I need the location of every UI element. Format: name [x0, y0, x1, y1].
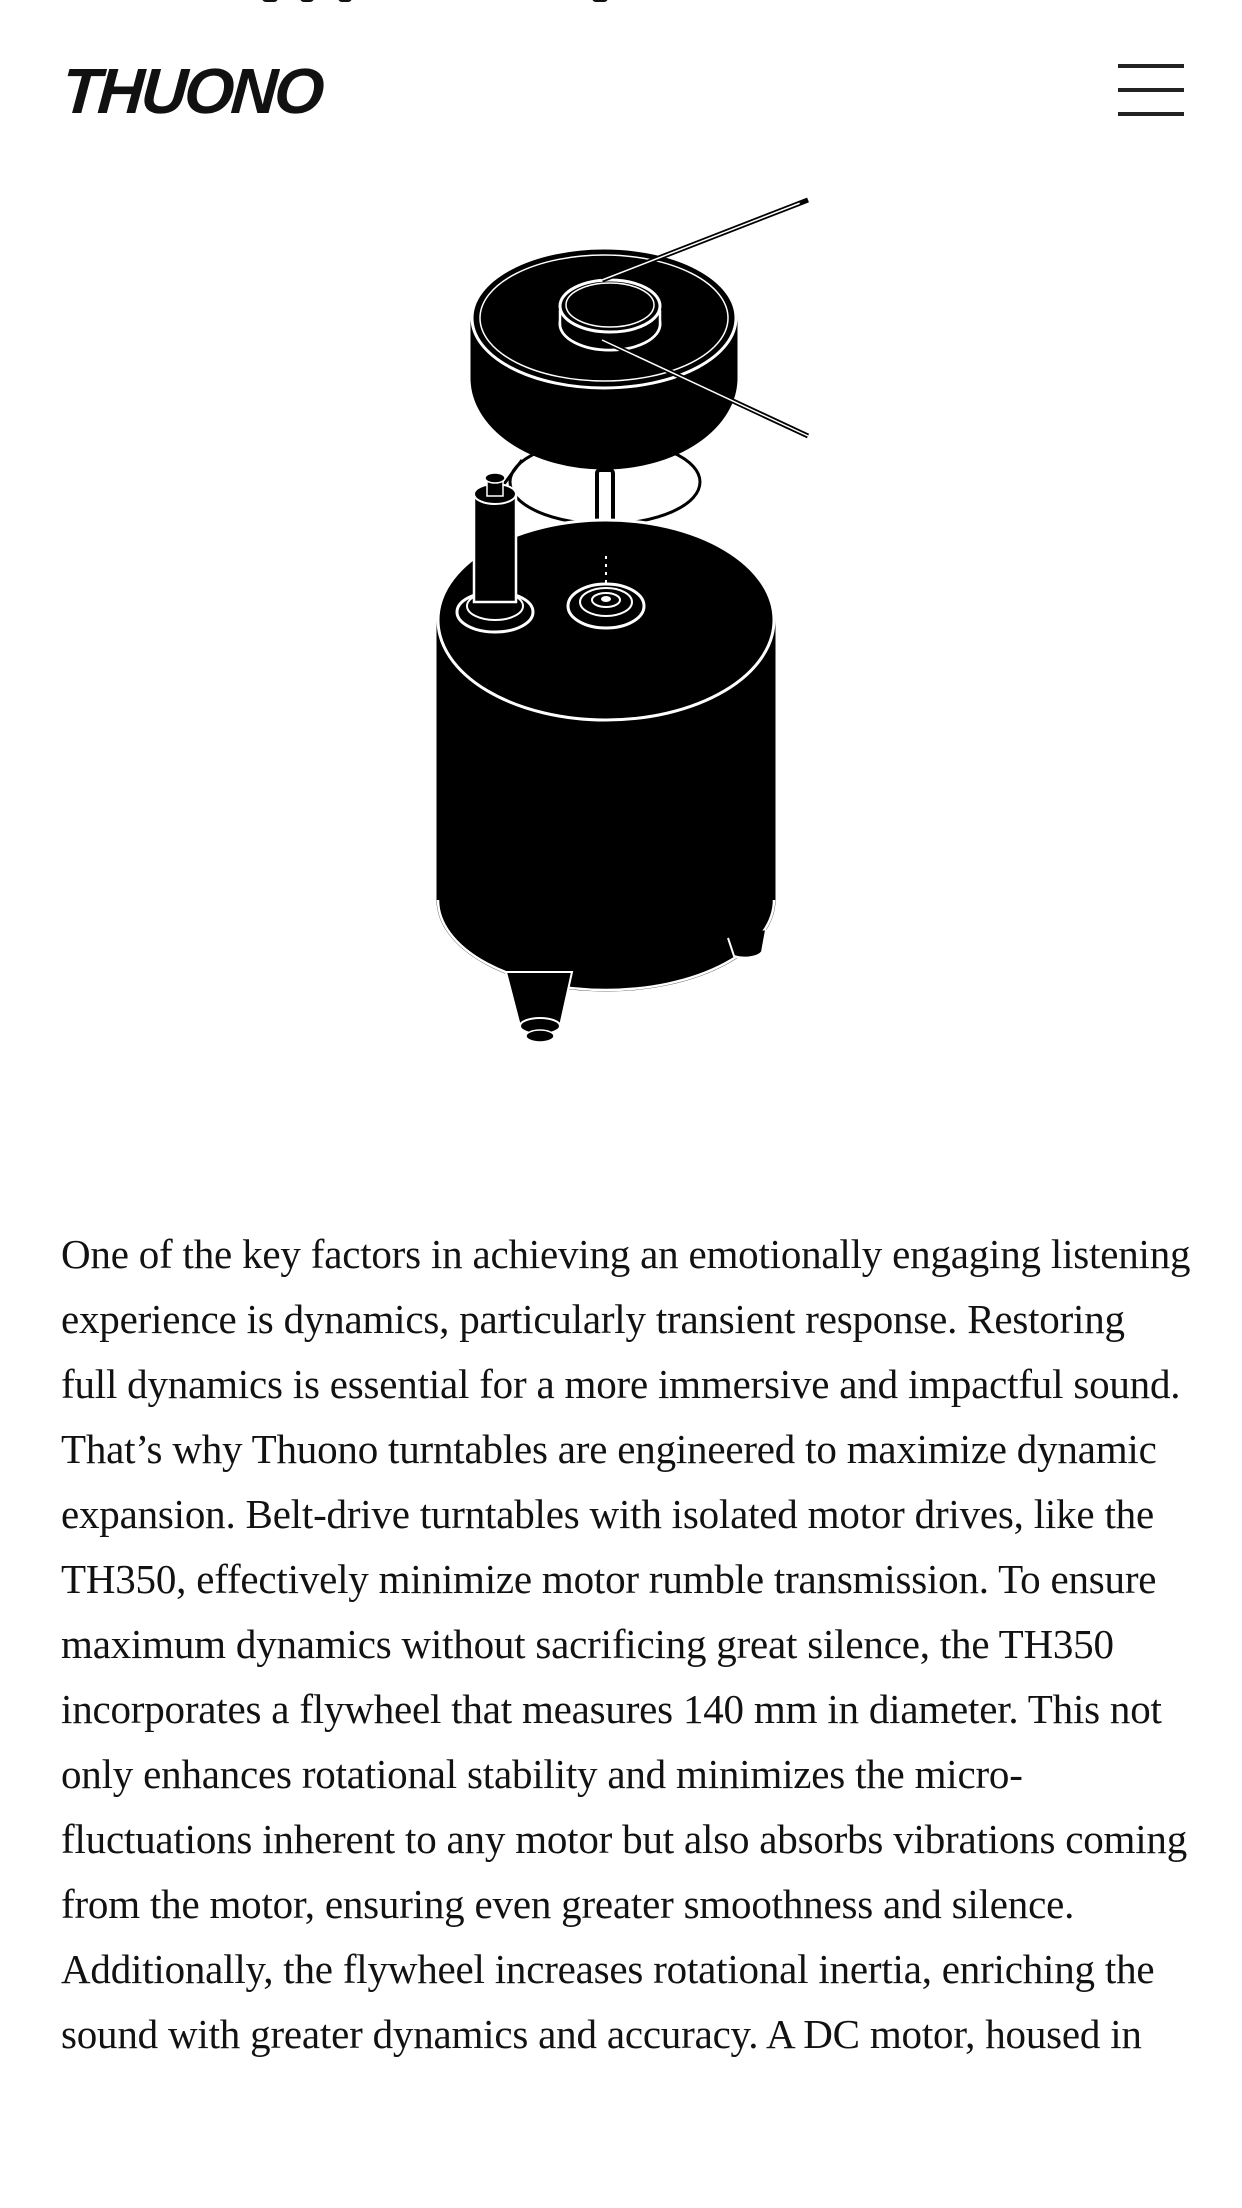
site-logo[interactable]: THUONO — [59, 55, 324, 127]
article-paragraph: One of the key factors in achieving an emotionally engaging listening experience is dynamics, particularly transient response. Restoring full dynamics is essential for a more immersive and impactful sound. That’s why Thuono turntables are engineered to maximize dynamic expansion. Belt-drive turntables with isolated motor drives, like the TH350, effectively minimize motor rumble transmission. To ensure maximum dynamics without sacrificing great silence, the TH350 incorporates a flywheel that measures 140 mm in diameter. This not only enhances rotational stability and minimizes the micro-fluctuations inherent to any motor but also absorbs vibrations coming from the motor, ensuring even greater smoothness and silence. Additionally, the flywheel increases rotational inertia, enriching the sound with greater dynamics and accuracy. A DC motor, housed in — [61, 1231, 1191, 2057]
hamburger-menu-icon[interactable] — [1118, 64, 1184, 116]
flywheel — [472, 200, 808, 468]
site-header — [0, 0, 1242, 190]
turntable-flywheel-motor-illustration — [420, 190, 820, 1050]
